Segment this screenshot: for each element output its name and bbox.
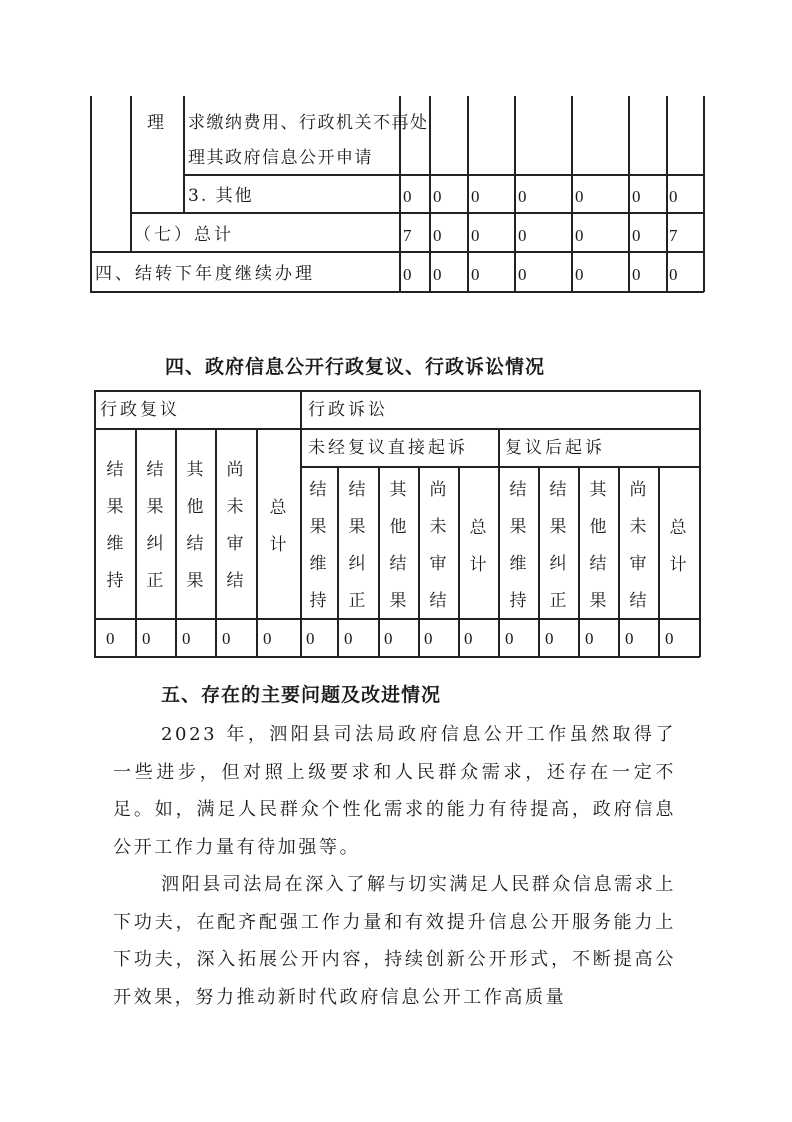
table-rule <box>699 390 701 657</box>
table-rule <box>658 466 660 657</box>
table-cell: 0 <box>344 629 353 648</box>
table-cell: 7 <box>403 226 412 245</box>
table-rule <box>215 428 217 657</box>
row-label: （七）总计 <box>134 225 234 245</box>
subgroup-header-after-review: 复议后起诉 <box>505 438 605 458</box>
table-cell: 0 <box>632 265 641 284</box>
section-heading: 四、政府信息公开行政复议、行政诉讼情况 <box>165 356 546 378</box>
table-rule <box>337 466 339 657</box>
table-rule <box>378 466 380 657</box>
row-label: 四、结转下年度继续办理 <box>95 264 315 284</box>
table-cell: 0 <box>632 187 641 206</box>
table-cell: 0 <box>222 629 231 648</box>
table-rule <box>183 174 704 176</box>
table-cell: 0 <box>384 629 393 648</box>
column-header: 尚未审结 <box>429 480 447 611</box>
table-cell: 0 <box>575 187 584 206</box>
table-rule <box>94 656 700 658</box>
table-rule <box>175 428 177 657</box>
group-header-admin-review: 行政复议 <box>100 400 180 420</box>
table-cell: 0 <box>669 187 678 206</box>
column-header: 结果维持 <box>509 480 527 611</box>
column-header: 结果纠正 <box>146 460 164 591</box>
table-rule <box>90 96 92 292</box>
table-cell: 0 <box>669 265 678 284</box>
paragraph-text: 泗阳县司法局在深入了解与切实满足人民群众信息需求上下功夫，在配齐配强工作力量和有效提升信息公开服务能力上下功夫，深入拓展公开内容，持续创新公开形式，不断提高公开效果，努力推动新时代政府信息公开工作高质量 <box>113 874 676 1008</box>
column-header: 结果维持 <box>309 480 327 611</box>
table-rule <box>578 466 580 657</box>
column-header: 总计 <box>469 518 487 575</box>
table-cell: 7 <box>669 226 678 245</box>
paragraph-text: 2023 年，泗阳县司法局政府信息公开工作虽然取得了一些进步，但对照上级要求和人民群众需求，还存在一定不足。如，满足人民群众个性化需求的能力有待提高，政府信息公开工作力量有待加强等。 <box>113 724 676 858</box>
table-cell: 0 <box>464 629 473 648</box>
table-rule <box>666 96 668 292</box>
table-cell: 0 <box>575 226 584 245</box>
table-cell: 0 <box>625 629 634 648</box>
table-rule <box>94 390 700 392</box>
table-cell: 0 <box>632 226 641 245</box>
table-cell: 0 <box>106 629 115 648</box>
table-cell: 0 <box>306 629 315 648</box>
table-rule <box>467 96 469 292</box>
column-header: 总计 <box>669 518 687 575</box>
table-cell: 0 <box>505 629 514 648</box>
table-cell: 0 <box>575 265 584 284</box>
table-cell: 0 <box>433 265 442 284</box>
column-header: 总计 <box>269 498 287 555</box>
table-rule <box>135 428 137 657</box>
column-header: 其他结果 <box>389 480 407 611</box>
group-header-litigation: 行政诉讼 <box>308 400 388 420</box>
table-cell: 0 <box>403 265 412 284</box>
table-cell: 0 <box>471 187 480 206</box>
table-rule <box>94 390 96 657</box>
table-cell: 0 <box>545 629 554 648</box>
row-label: 理其政府信息公开申请 <box>188 148 373 168</box>
table-rule <box>130 96 132 252</box>
table-rule <box>300 466 700 468</box>
column-header: 结果纠正 <box>549 480 567 611</box>
table-cell: 0 <box>424 629 433 648</box>
table-rule <box>628 96 630 292</box>
table-cell: 0 <box>182 629 191 648</box>
table-rule <box>514 96 516 292</box>
row-label: 3. 其他 <box>188 186 254 206</box>
column-header: 结果纠正 <box>348 480 366 611</box>
table-cell: 0 <box>433 187 442 206</box>
section-heading: 五、存在的主要问题及改进情况 <box>161 684 442 706</box>
table-rule <box>256 428 258 657</box>
column-header: 其他结果 <box>589 480 607 611</box>
body-paragraph <box>113 716 676 866</box>
table-rule <box>183 96 185 213</box>
table-cell: 0 <box>518 226 527 245</box>
table-cell: 0 <box>585 629 594 648</box>
row-category-fragment: 理 <box>147 113 167 133</box>
table-rule <box>618 466 620 657</box>
table-rule <box>498 428 500 657</box>
table-rule <box>90 251 704 253</box>
table-rule <box>458 466 460 657</box>
table-cell: 0 <box>433 226 442 245</box>
table-cell: 0 <box>471 226 480 245</box>
row-label: 求缴纳费用、行政机关不再处 <box>188 113 429 133</box>
table-cell: 0 <box>471 265 480 284</box>
table-rule <box>538 466 540 657</box>
column-header: 尚未审结 <box>629 480 647 611</box>
table-cell: 0 <box>518 265 527 284</box>
column-header: 结果维持 <box>106 460 124 591</box>
table-rule <box>90 291 704 293</box>
table-rule <box>94 428 700 430</box>
table-rule <box>571 96 573 292</box>
table-rule <box>418 466 420 657</box>
column-header: 其他结果 <box>186 460 204 591</box>
subgroup-header-direct: 未经复议直接起诉 <box>308 438 468 458</box>
table-cell: 0 <box>403 187 412 206</box>
table-rule <box>429 96 431 292</box>
table-rule <box>130 212 704 214</box>
table-cell: 0 <box>263 629 272 648</box>
table-cell: 0 <box>518 187 527 206</box>
table-cell: 0 <box>665 629 674 648</box>
body-paragraph <box>113 866 676 1016</box>
column-header: 尚未审结 <box>226 460 244 591</box>
table-rule <box>703 96 705 292</box>
table-rule <box>300 390 302 657</box>
table-cell: 0 <box>142 629 151 648</box>
